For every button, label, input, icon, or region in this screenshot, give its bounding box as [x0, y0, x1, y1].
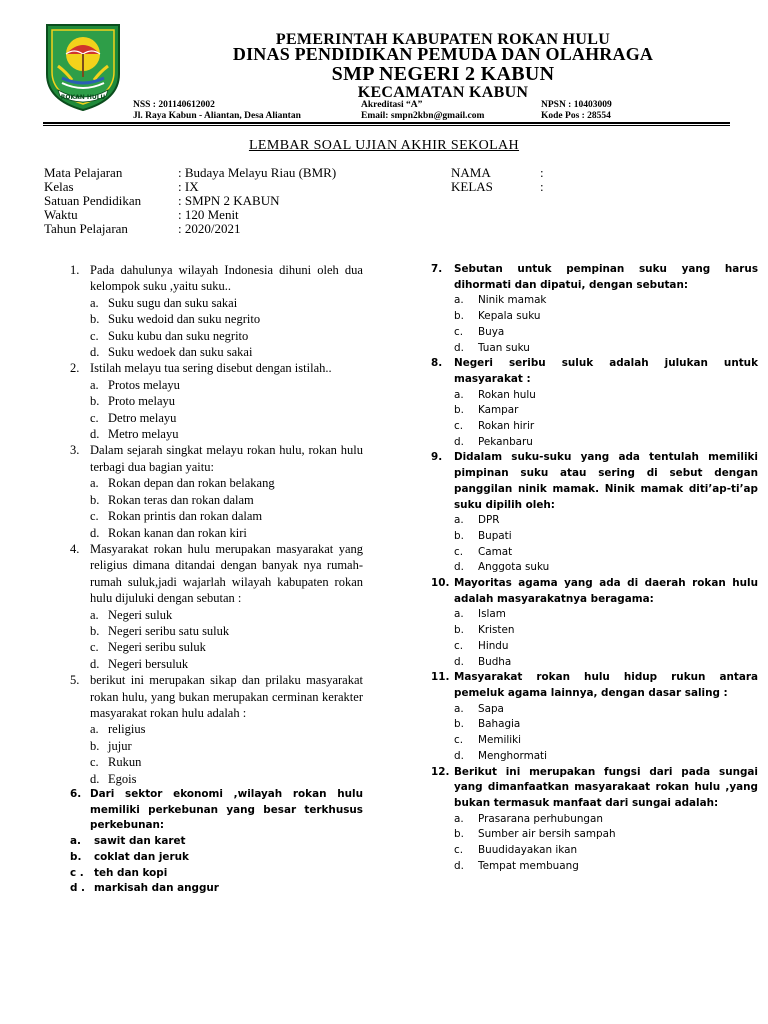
question-item — [70, 672, 363, 787]
option-text: Rokan kanan dan rokan kiri — [108, 525, 247, 540]
question-item — [70, 541, 363, 672]
option-letter: c. — [454, 545, 464, 558]
option-text: Pekanbaru — [478, 435, 533, 448]
option-text: jujur — [108, 738, 132, 753]
answer-option — [90, 295, 363, 311]
answer-option — [90, 393, 363, 409]
question-text: Didalam suku-suku yang ada tentulah memiliki pimpinan suku atau sering di sebut dengan panggilan ninik mamak. Ninik mamak diti’ap-ti’ap suku dipilih oleh: — [454, 451, 758, 511]
answer-option — [454, 655, 758, 671]
option-text: Memiliki — [478, 734, 522, 747]
district-name: KECAMATAN KABUN — [357, 84, 529, 101]
meta-value: : SMPN 2 KABUN — [178, 193, 280, 208]
option-text: Negeri seribu suluk — [108, 640, 206, 655]
option-text: Negeri bersuluk — [108, 656, 189, 671]
answer-option — [454, 702, 758, 718]
option-letter: b. — [454, 310, 464, 323]
option-letter: b. — [90, 492, 100, 507]
option-text: Prasarana perhubungan — [478, 812, 603, 825]
answer-option — [454, 388, 758, 404]
meta-value: : IX — [178, 179, 199, 194]
question-number: 9. — [431, 451, 443, 464]
question-item — [431, 670, 758, 764]
meta-label: Tahun Pelajaran — [44, 221, 128, 236]
answer-option — [454, 749, 758, 765]
option-text: Rokan printis dan rokan dalam — [108, 509, 263, 524]
answer-option — [454, 529, 758, 545]
answer-option — [70, 881, 363, 897]
question-number: 11. — [431, 671, 450, 684]
question-text: Istilah melayu tua sering disebut dengan istilah.. — [90, 361, 332, 376]
answer-option — [454, 827, 758, 843]
option-text: Hindu — [478, 639, 509, 652]
answer-option — [90, 426, 363, 442]
student-colons — [540, 166, 544, 194]
option-text: Metro melayu — [108, 427, 179, 442]
option-letter: c. — [454, 844, 464, 857]
option-letter: a. — [454, 514, 464, 527]
option-letter: b. — [90, 394, 100, 409]
answer-option — [454, 309, 758, 325]
question-text: Pada dahulunya wilayah Indonesia dihuni oleh dua kelompok suku ,yaitu suku.. — [90, 263, 363, 294]
option-letter: a. — [454, 294, 464, 307]
question-number: 4. — [70, 541, 80, 556]
option-text: Negeri seribu satu suluk — [108, 623, 230, 638]
option-text: Islam — [478, 608, 506, 621]
question-item — [70, 442, 363, 540]
answer-option — [454, 639, 758, 655]
option-letter: a. — [90, 607, 99, 622]
question-item — [70, 360, 363, 442]
answer-option — [90, 771, 363, 787]
document-title: LEMBAR SOAL UJIAN AKHIR SEKOLAH — [248, 138, 520, 153]
accreditation-text: Akreditasi “A” — [361, 100, 423, 110]
questions-right-column — [431, 262, 758, 874]
option-letter: a. — [90, 722, 99, 737]
option-text: Budha — [478, 655, 512, 668]
nss-text: NSS : 201140612002 — [133, 100, 215, 110]
option-letter: c. — [90, 755, 99, 770]
answer-option — [454, 325, 758, 341]
option-letter: c. — [454, 420, 464, 433]
option-text: Bupati — [478, 529, 512, 542]
answer-option — [454, 859, 758, 875]
class-field: : — [540, 179, 544, 194]
option-letter: b. — [454, 404, 464, 417]
answer-option — [70, 834, 363, 850]
government-name: PEMERINTAH KABUPATEN ROKAN HULU — [275, 31, 611, 48]
answer-option — [454, 607, 758, 623]
answer-option — [454, 341, 758, 357]
school-name: SMP NEGERI 2 KABUN — [331, 63, 555, 85]
meta-label: Kelas — [44, 179, 74, 194]
answer-option — [90, 525, 363, 541]
option-letter: c. — [454, 325, 464, 338]
option-text: Negeri suluk — [108, 607, 173, 622]
logo-text: ROKAN HULU — [60, 94, 106, 101]
option-letter: d. — [90, 656, 100, 671]
option-text: Sapa — [478, 702, 504, 715]
option-letter: b. — [90, 623, 100, 638]
option-letter: a. — [90, 377, 99, 392]
question-text: Negeri seribu suluk adalah julukan untuk masyarakat : — [454, 357, 758, 385]
name-label: NAMA — [451, 165, 491, 180]
option-text: Rokan depan dan rokan belakang — [108, 476, 275, 491]
answer-option — [454, 513, 758, 529]
question-number: 5. — [70, 673, 80, 688]
option-letter: d. — [454, 859, 464, 872]
class-label: KELAS — [451, 179, 493, 194]
question-number: 3. — [70, 443, 80, 458]
option-text: Suku wedoid dan suku negrito — [108, 312, 261, 327]
question-item — [431, 576, 758, 670]
option-text: Kristen — [478, 624, 515, 637]
option-letter: d. — [90, 345, 100, 360]
option-letter: a. — [70, 835, 81, 848]
answer-option — [90, 639, 363, 655]
option-text: Tuan suku — [478, 341, 530, 354]
question-text: Masyarakat rokan hulu hidup rukun antara pemeluk agama lainnya, dengan dasar saling : — [454, 671, 758, 699]
option-text: coklat dan jeruk — [94, 850, 189, 863]
option-text: Kepala suku — [478, 310, 541, 323]
meta-label: Mata Pelajaran — [44, 165, 123, 180]
question-number: 7. — [431, 263, 443, 275]
answer-option — [90, 344, 363, 360]
postal-code-text: Kode Pos : 28554 — [541, 111, 611, 121]
option-text: Egois — [108, 771, 137, 786]
option-text: Suku wedoek dan suku sakai — [108, 345, 253, 360]
answer-option — [90, 623, 363, 639]
option-letter: d. — [454, 561, 464, 574]
option-letter: a. — [454, 702, 464, 715]
option-text: Suku kubu dan suku negrito — [108, 328, 249, 343]
question-number: 1. — [70, 263, 80, 277]
question-item — [431, 765, 758, 875]
option-letter: c. — [454, 639, 464, 652]
name-field: : — [540, 165, 544, 180]
option-text: Suku sugu dan suku sakai — [108, 295, 238, 310]
option-letter: d . — [70, 882, 86, 895]
option-letter: a. — [90, 476, 99, 491]
answer-option — [454, 623, 758, 639]
option-text: Buudidayakan ikan — [478, 844, 578, 857]
option-letter: d. — [454, 341, 464, 354]
answer-option — [90, 508, 363, 524]
option-letter: b. — [454, 624, 464, 637]
option-text: Anggota suku — [478, 561, 550, 574]
option-letter: c. — [454, 734, 464, 747]
question-item — [431, 450, 758, 576]
email-text: Email: smpn2kbn@gmail.com — [361, 111, 485, 121]
npsn-text: NPSN : 10403009 — [541, 100, 612, 110]
option-text: Detro melayu — [108, 410, 177, 425]
answer-option — [90, 328, 363, 344]
option-text: Rokan hirir — [478, 420, 535, 433]
meta-values — [178, 166, 336, 236]
answer-option — [454, 545, 758, 561]
question-text: Berikut ini merupakan fungsi dari pada sungai yang dimanfaatkan masyarakaat rokan hulu ,yang bukan termasuk manfaat dari sungai adalah: — [454, 765, 758, 809]
option-letter: b. — [454, 828, 464, 841]
question-text: Mayoritas agama yang ada di daerah rokan hulu adalah masyarakatnya beragama: — [454, 577, 758, 605]
answer-option — [454, 733, 758, 749]
answer-option — [90, 607, 363, 623]
option-letter: a. — [454, 388, 464, 401]
option-letter: a. — [454, 608, 464, 621]
student-labels — [451, 166, 493, 194]
option-letter: d. — [454, 749, 464, 762]
meta-labels — [44, 166, 141, 236]
meta-label: Satuan Pendidikan — [44, 193, 142, 208]
option-text: Sumber air bersih sampah — [478, 828, 616, 841]
option-letter: a. — [454, 812, 464, 825]
question-number: 10. — [431, 577, 450, 590]
option-text: Protos melayu — [108, 377, 180, 392]
option-letter: c. — [90, 328, 99, 343]
option-text: Proto melayu — [108, 394, 176, 409]
answer-option — [70, 866, 363, 882]
option-text: teh dan kopi — [94, 866, 168, 879]
answer-option — [454, 403, 758, 419]
question-text: Dari sektor ekonomi ,wilayah rokan hulu memiliki perkebunan yang besar terkhusus perkebunan: — [90, 788, 363, 832]
regency-logo — [44, 22, 122, 112]
option-letter: b. — [70, 850, 82, 863]
questions-left-column — [70, 262, 363, 897]
question-text: Dalam sejarah singkat melayu rokan hulu, rokan hulu terbagi dua bagian yaitu: — [90, 443, 363, 474]
option-text: Buya — [478, 325, 505, 338]
answer-option — [90, 656, 363, 672]
question-item — [70, 787, 363, 897]
answer-option — [454, 560, 758, 576]
option-text: markisah dan anggur — [94, 882, 219, 895]
answer-option — [90, 410, 363, 426]
option-letter: c. — [90, 509, 99, 524]
answer-option — [90, 377, 363, 393]
address-text: Jl. Raya Kabun - Aliantan, Desa Aliantan — [133, 111, 301, 121]
meta-label: Waktu — [44, 207, 78, 222]
option-letter: b. — [454, 529, 464, 542]
answer-option — [454, 419, 758, 435]
option-letter: d. — [454, 435, 464, 448]
option-text: Menghormati — [478, 749, 548, 762]
option-letter: c. — [90, 410, 99, 425]
option-letter: d. — [90, 427, 100, 442]
answer-option — [90, 475, 363, 491]
answer-option — [90, 721, 363, 737]
question-number: 12. — [431, 765, 450, 778]
option-text: Ninik mamak — [478, 294, 547, 307]
option-letter: d. — [454, 655, 464, 668]
option-text: Tempat membuang — [478, 859, 579, 872]
question-number: 8. — [431, 357, 443, 370]
option-text: religius — [108, 722, 146, 737]
answer-option — [70, 850, 363, 866]
option-letter: c. — [90, 640, 99, 655]
option-letter: b. — [454, 718, 464, 731]
question-text: Masyarakat rokan hulu merupakan masyarakat yang religius dimana ditandai dengan banyak nya rumah-rumah suluk,jadi wajarlah wilayah kabupaten rokan hulu dijuluki dengan sebutan : — [90, 541, 363, 606]
meta-value: : 2020/2021 — [178, 221, 241, 236]
option-text: Bahagia — [478, 718, 521, 731]
answer-option — [454, 812, 758, 828]
option-letter: c . — [70, 866, 84, 879]
option-letter: b. — [90, 312, 100, 327]
department-name: DINAS PENDIDIKAN PEMUDA DAN OLAHRAGA — [232, 44, 654, 64]
answer-option — [90, 738, 363, 754]
question-number: 2. — [70, 361, 80, 376]
option-text: Rukun — [108, 755, 142, 770]
meta-value: : 120 Menit — [178, 207, 239, 222]
answer-option — [454, 435, 758, 451]
option-letter: a. — [90, 295, 99, 310]
option-text: Rokan teras dan rokan dalam — [108, 492, 254, 507]
option-letter: d. — [90, 525, 100, 540]
answer-option — [90, 754, 363, 770]
option-text: sawit dan karet — [94, 835, 186, 848]
option-text: Rokan hulu — [478, 388, 536, 401]
question-number: 6. — [70, 788, 82, 800]
option-text: Camat — [478, 545, 513, 558]
header-divider-thick — [43, 122, 730, 124]
question-item — [70, 262, 363, 360]
option-letter: d. — [90, 771, 100, 786]
header-divider-thin — [43, 125, 730, 126]
question-item — [431, 356, 758, 450]
question-item — [431, 262, 758, 356]
answer-option — [454, 843, 758, 859]
answer-option — [454, 293, 758, 309]
meta-value: : Budaya Melayu Riau (BMR) — [178, 165, 337, 180]
answer-option — [90, 311, 363, 327]
option-letter: b. — [90, 738, 100, 753]
answer-option — [454, 717, 758, 733]
option-text: Kampar — [478, 404, 519, 417]
option-text: DPR — [478, 514, 500, 527]
answer-option — [90, 492, 363, 508]
question-text: Sebutan untuk pempinan suku yang harus dihormati dan dipatui, dengan sebutan: — [454, 263, 758, 291]
question-text: berikut ini merupakan sikap dan prilaku masyarakat rokan hulu, yang bukan merupakan cerminan kerakter masyarakat rokan hulu adalah : — [90, 673, 363, 720]
